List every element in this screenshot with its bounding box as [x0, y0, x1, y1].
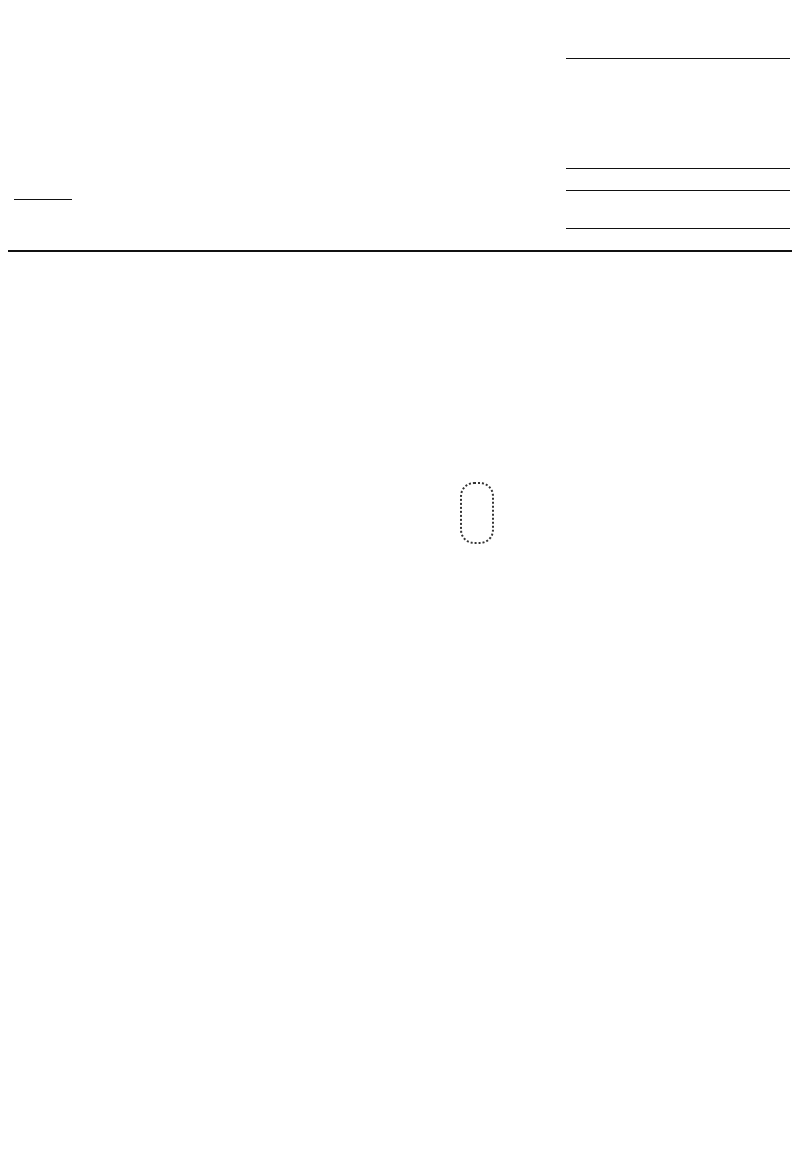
- meditation-verse: [370, 548, 440, 878]
- meditation-label: [460, 482, 494, 544]
- article-columns-top: [4, 258, 558, 484]
- transfer-block: [570, 194, 620, 209]
- article-columns-mid-left: [4, 478, 300, 704]
- divider-3: [566, 228, 790, 229]
- print-block: [570, 232, 582, 247]
- editor-block: [570, 172, 582, 187]
- issue-divider: [566, 58, 790, 59]
- header-bottom-rule: [8, 250, 792, 252]
- article-columns-mid-right: [500, 478, 796, 704]
- author-block: [312, 710, 337, 880]
- publisher-block: [570, 66, 646, 81]
- kaidai-underline: [14, 199, 72, 200]
- article-columns-bottom: [4, 890, 796, 1148]
- article-columns-top-right: [560, 258, 796, 484]
- divider-1: [566, 168, 790, 169]
- ashram-logo: [8, 30, 553, 190]
- small-logo: [345, 0, 473, 24]
- divider-2: [566, 190, 790, 191]
